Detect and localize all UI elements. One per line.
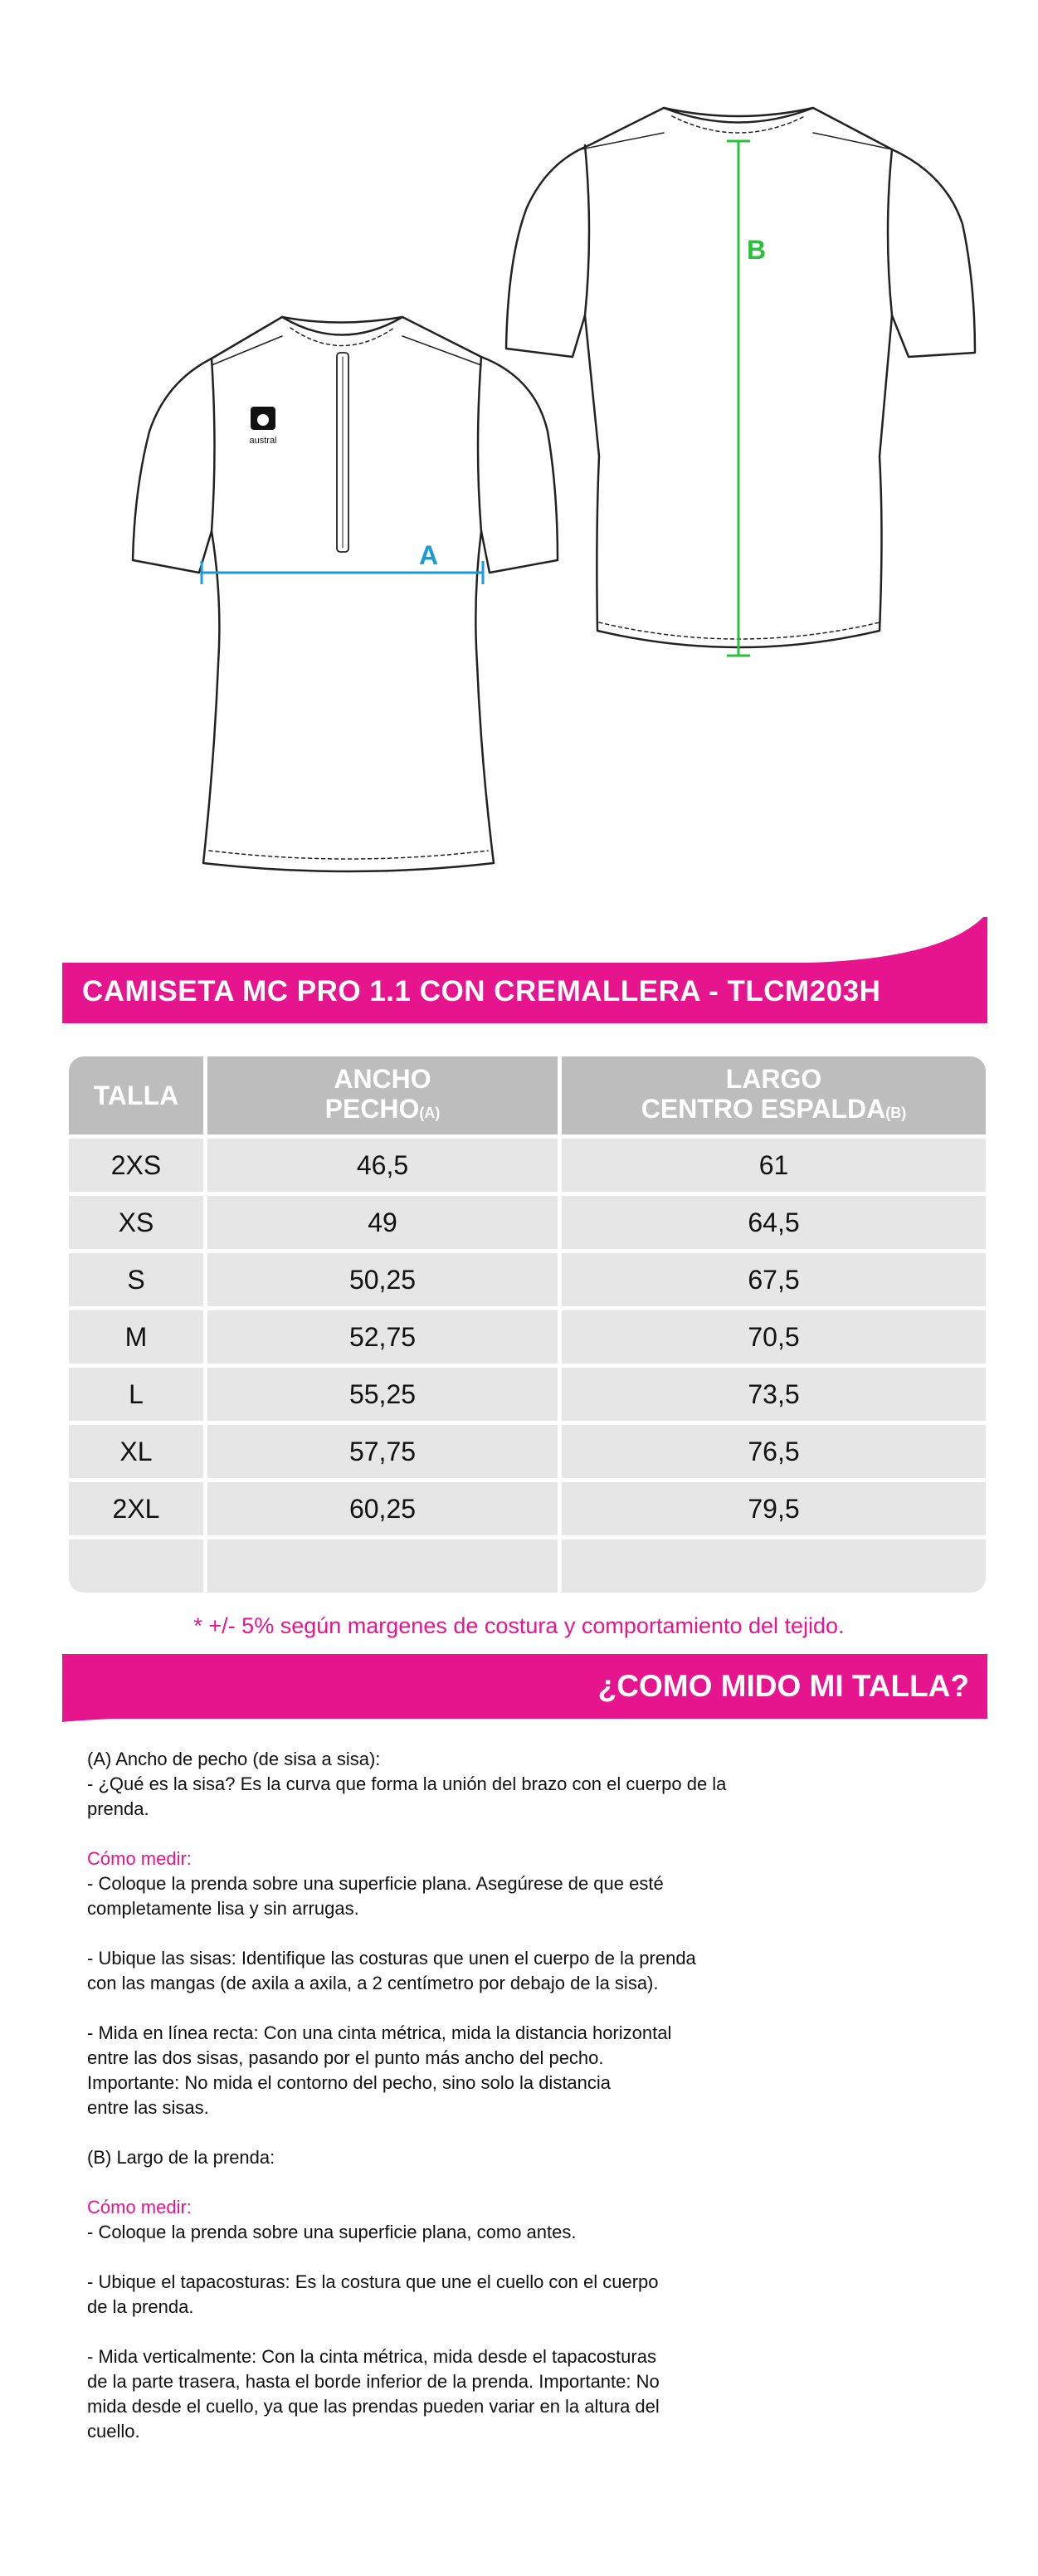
instruction-line: prenda. [87, 1798, 149, 1819]
cell-largo: 79,5 [562, 1482, 986, 1535]
instruction-line: completamente lisa y sin arrugas. [87, 1898, 359, 1919]
instruction-line: de la parte trasera, hasta el borde inferior de la prenda. Importante: No [87, 2371, 660, 2392]
table-header-row [69, 1056, 986, 1134]
instruction-line: - Mida verticalmente: Con la cinta métrica, mida desde el tapacosturas [87, 2346, 656, 2367]
instruction-line: mida desde el cuello, ya que las prendas pueden variar en la altura del [87, 2396, 660, 2417]
measure-line-a [202, 561, 483, 584]
cell-ancho [207, 1539, 558, 1593]
table-row [69, 1253, 986, 1306]
cell-largo: 73,5 [562, 1368, 986, 1421]
cell-largo: 64,5 [562, 1196, 986, 1249]
table-row [69, 1196, 986, 1249]
cell-ancho: 57,75 [207, 1425, 558, 1478]
section-b-title: (B) Largo de la prenda: [87, 2147, 275, 2168]
cell-ancho: 50,25 [207, 1253, 558, 1306]
header-talla: TALLA [69, 1056, 203, 1134]
cell-largo [562, 1539, 986, 1593]
cell-largo: 76,5 [562, 1425, 986, 1478]
section-a-title: (A) Ancho de pecho (de sisa a sisa): [87, 1749, 381, 1769]
cell-largo: 61 [562, 1139, 986, 1192]
austral-logo [249, 407, 276, 446]
header-largo-centro-espalda: LARGO CENTRO ESPALDA(B) [562, 1056, 986, 1134]
cell-largo: 67,5 [562, 1253, 986, 1306]
title-banner [62, 917, 987, 1023]
instruction-line: de la prenda. [87, 2296, 194, 2317]
instruction-line: Importante: No mida el contorno del pecho, sino solo la distancia [87, 2072, 612, 2093]
cell-talla: S [69, 1253, 203, 1306]
table-row-empty [69, 1539, 986, 1593]
cell-ancho: 52,75 [207, 1310, 558, 1364]
instruction-line: - Ubique el tapacosturas: Es la costura que une el cuello con el cuerpo [87, 2271, 659, 2292]
garment-sketch [0, 0, 1038, 896]
cell-talla: 2XL [69, 1482, 203, 1535]
table-row [69, 1310, 986, 1364]
howto-title: ¿COMO MIDO MI TALLA? [597, 1669, 969, 1703]
como-medir-label: Cómo medir: [87, 1848, 192, 1869]
table-row [69, 1368, 986, 1421]
howto-banner [62, 1654, 987, 1722]
como-medir-label: Cómo medir: [87, 2197, 192, 2217]
cell-largo: 70,5 [562, 1310, 986, 1364]
cell-talla: 2XS [69, 1139, 203, 1192]
instruction-line: entre las dos sisas, pasando por el punto más ancho del pecho. [87, 2047, 604, 2068]
cell-talla: XS [69, 1196, 203, 1249]
instruction-line: entre las sisas. [87, 2097, 209, 2118]
measurement-instructions [87, 1747, 784, 2444]
measure-line-b [727, 141, 750, 656]
instruction-line: - ¿Qué es la sisa? Es la curva que forma la unión del brazo con el cuerpo de la [87, 1773, 727, 1794]
instruction-line: - Coloque la prenda sobre una superficie plana. Asegúrese de que esté [87, 1873, 664, 1894]
instruction-line: - Ubique las sisas: Identifique las costuras que unen el cuerpo de la prenda [87, 1948, 696, 1969]
instruction-line: - Mida en línea recta: Con una cinta métrica, mida la distancia horizontal [87, 2022, 672, 2043]
size-table [69, 1052, 986, 1597]
cell-talla: L [69, 1368, 203, 1421]
instruction-line: con las mangas (de axila a axila, a 2 centímetro por debajo de la sisa). [87, 1973, 659, 1993]
cell-talla: M [69, 1310, 203, 1364]
cell-talla: XL [69, 1425, 203, 1478]
table-row [69, 1425, 986, 1478]
cell-ancho: 49 [207, 1196, 558, 1249]
label-a: A [419, 540, 439, 570]
instruction-line: - Coloque la prenda sobre una superficie plana, como antes. [87, 2222, 577, 2242]
cell-talla [69, 1539, 203, 1593]
label-b: B [747, 235, 767, 265]
front-view-shirt [133, 317, 558, 871]
tolerance-note: * +/- 5% según margenes de costura y comportamiento del tejido. [193, 1613, 845, 1638]
product-title: CAMISETA MC PRO 1.1 CON CREMALLERA - TLCM203H [82, 975, 881, 1007]
instruction-line: cuello. [87, 2421, 140, 2442]
back-view-shirt [506, 108, 975, 647]
header-ancho-pecho: ANCHO PECHO(A) [207, 1056, 558, 1134]
table-row [69, 1482, 986, 1535]
cell-ancho: 60,25 [207, 1482, 558, 1535]
cell-ancho: 46,5 [207, 1139, 558, 1192]
cell-ancho: 55,25 [207, 1368, 558, 1421]
table-row [69, 1139, 986, 1192]
logo-text: austral [249, 436, 277, 446]
